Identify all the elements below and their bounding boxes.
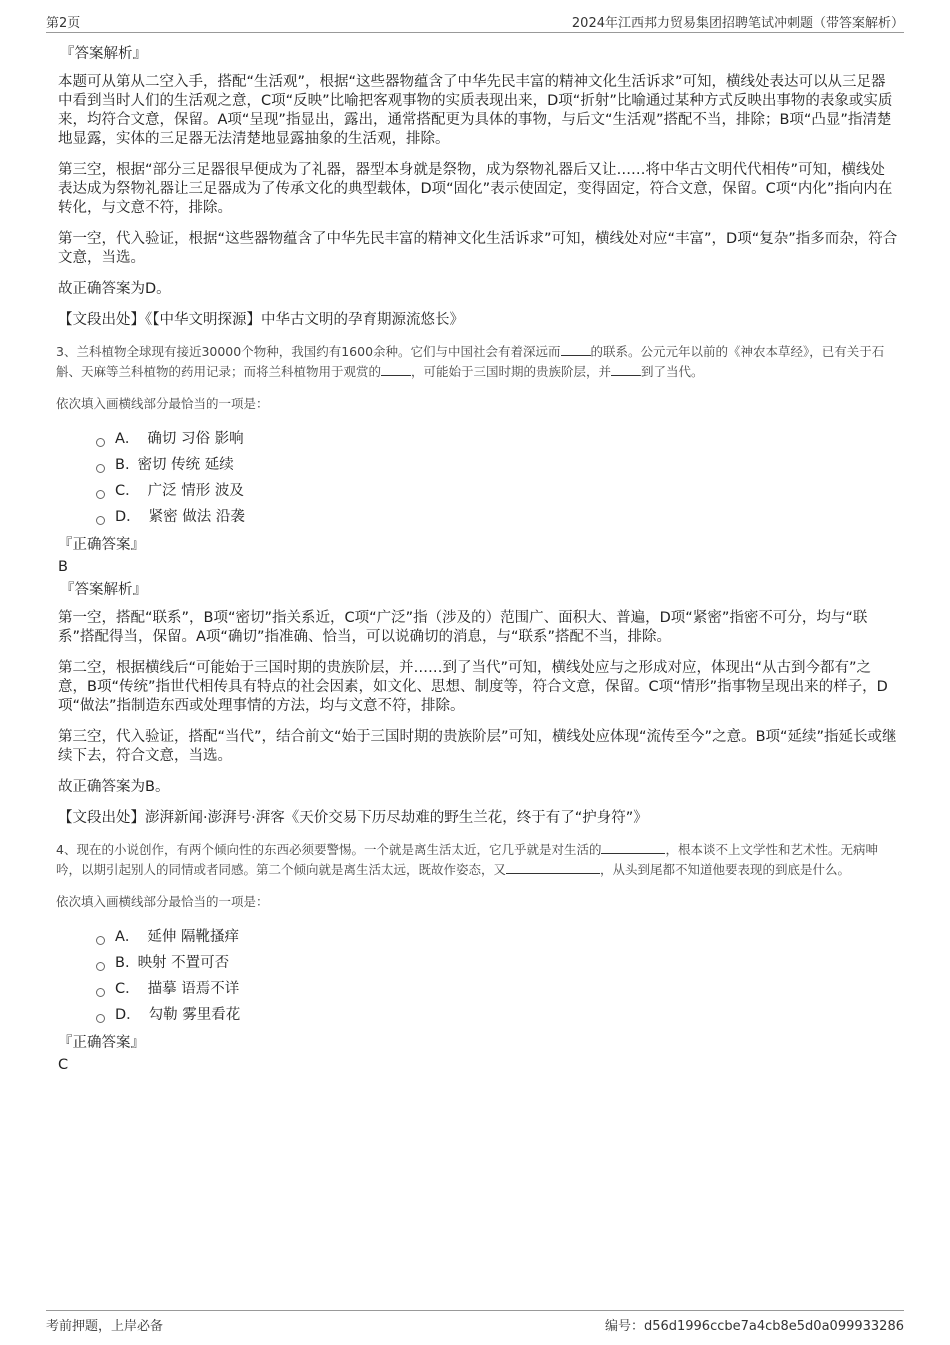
q4-answer-heading: 『正确答案』 xyxy=(58,1035,145,1051)
radio-button-icon[interactable] xyxy=(96,490,105,499)
q4-option-b[interactable]: B. 映射 不置可否 xyxy=(96,950,898,976)
q2-analysis-paragraph: 第三空，根据“部分三足器很早便成为了礼器，器型本身就是祭物，成为祭物礼器后又让……将中华古文明代代相传”可知，横线处表达成为祭物礼器让三足器成为了传承文化的典型载体，D项“固化”表示使固定，变得固定，符合文意，保留。C项“内化”指向内在转化，与文意不符，排除。 xyxy=(58,162,893,216)
q2-source: 【文段出处】《【中华文明探源】中华古文明的孕育期源流悠长》 xyxy=(58,312,464,328)
q3-stem: 3、兰科植物全球现有接近30000个物种，我国约有1600余种。它们与中国社会有着深远而 的联系。公元元年以前的《神农本草经》，已有关于石斛、天麻等兰科植物的药用记录；而将兰科植物用于观赏的 ，可能始于三国时期的贵族阶层，并 到了当代。 xyxy=(56,344,885,379)
q3-option-d[interactable]: D． 紧密 做法 沿袭 xyxy=(96,504,898,530)
q3-option-b[interactable]: B. 密切 传统 延续 xyxy=(96,452,898,478)
fill-blank xyxy=(611,363,641,376)
q3-options xyxy=(96,426,898,530)
q4-option-c[interactable]: C． 描摹 语焉不详 xyxy=(96,976,898,1002)
q4-stem: 4、现在的小说创作，有两个倾向性的东西必须要警惕。一个就是离生活太近，它几乎就是对生活的 ，根本谈不上文学性和艺术性。无病呻吟，以期引起别人的同情或者同感。第二个倾向就是离生活太远，既故作姿态，又 ，从头到尾都不知道他要表现的到底是什么。 xyxy=(56,842,878,877)
q3-source: 【文段出处】澎湃新闻·澎湃号·湃客《天价交易下历尽劫难的野生兰花，终于有了“护身符”》 xyxy=(58,810,648,826)
q3-conclusion: 故正确答案为B。 xyxy=(58,779,170,795)
q4-option-d[interactable]: D． 勾勒 雾里看花 xyxy=(96,1002,898,1028)
fill-blank xyxy=(506,861,600,874)
radio-button-icon[interactable] xyxy=(96,438,105,447)
q3-analysis-paragraph: 第三空，代入验证，搭配“当代”，结合前文“始于三国时期的贵族阶层”可知，横线处应体现“流传至今”之意。B项“延续”指延长或继续下去，符合文意，当选。 xyxy=(58,729,897,764)
radio-button-icon[interactable] xyxy=(96,936,105,945)
q2-analysis-paragraph: 本题可从第从二空入手，搭配“生活观”，根据“这些器物蕴含了中华先民丰富的精神文化生活诉求”可知，横线处表达可以从三足器中看到当时人们的生活观之意，C项“反映”比喻把客观事物的实质表现出来，D项“折射”比喻通过某种方式反映出事物的表象或实质来，均符合文意，保留。A项“呈现”指显出，露出，通常搭配更为具体的事物，与后文“生活观”搭配不当，排除；B项“凸显”指清楚地显露，实体的三足器无法清楚地显露抽象的生活观，排除。 xyxy=(58,74,893,147)
radio-button-icon[interactable] xyxy=(96,464,105,473)
fill-blank xyxy=(561,343,591,356)
radio-button-icon[interactable] xyxy=(96,962,105,971)
radio-button-icon[interactable] xyxy=(96,516,105,525)
q4-prompt: 依次填入画横线部分最恰当的一项是： xyxy=(56,894,269,909)
q2-conclusion: 故正确答案为D。 xyxy=(58,281,171,297)
document-body xyxy=(56,44,898,1078)
page-header xyxy=(46,12,904,33)
document-title: 2024年江西邦力贸易集团招聘笔试冲刺题（带答案解析） xyxy=(571,16,904,31)
q4-answer: C xyxy=(58,1057,69,1073)
page-number: 第2页 xyxy=(46,16,81,31)
q3-prompt: 依次填入画横线部分最恰当的一项是： xyxy=(56,396,269,411)
q4-option-a[interactable]: A． 延伸 隔靴搔痒 xyxy=(96,924,898,950)
fill-blank xyxy=(381,363,411,376)
radio-button-icon[interactable] xyxy=(96,1014,105,1023)
q2-analysis-heading: 『答案解析』 xyxy=(60,46,147,62)
radio-button-icon[interactable] xyxy=(96,988,105,997)
q3-answer-heading: 『正确答案』 xyxy=(58,537,145,553)
page-footer xyxy=(46,1310,904,1335)
document-id: 编号：d56d1996ccbe7a4cb8e5d0a099933286 xyxy=(604,1319,904,1334)
q3-answer: B xyxy=(58,559,68,575)
q4-options xyxy=(96,924,898,1028)
q3-option-c[interactable]: C． 广泛 情形 波及 xyxy=(96,478,898,504)
q3-option-a[interactable]: A． 确切 习俗 影响 xyxy=(96,426,898,452)
footer-slogan: 考前押题，上岸必备 xyxy=(46,1319,164,1334)
q3-analysis-paragraph: 第二空，根据横线后“可能始于三国时期的贵族阶层，并……到了当代”可知，横线处应与之形成对应，体现出“从古到今都有”之意，B项“传统”指世代相传具有特点的社会因素，如文化、思想、制度等，符合文意，保留。C项“情形”指事物呈现出来的样子，D项“做法”指制造东西或处理事情的方法，均与文意不符，排除。 xyxy=(58,660,888,714)
q3-analysis-heading: 『答案解析』 xyxy=(60,582,147,598)
q2-analysis-paragraph: 第一空，代入验证，根据“这些器物蕴含了中华先民丰富的精神文化生活诉求”可知，横线处对应“丰富”，D项“复杂”指多而杂，符合文意，当选。 xyxy=(58,231,898,266)
q3-analysis-paragraph: 第一空，搭配“联系”，B项“密切”指关系近，C项“广泛”指（涉及的）范围广、面积大、普遍，D项“紧密”指密不可分，均与“联系”搭配得当，保留。A项“确切”指准确、恰当，可以说确切的消息，与“联系”搭配不当，排除。 xyxy=(58,610,868,645)
fill-blank xyxy=(601,841,665,854)
